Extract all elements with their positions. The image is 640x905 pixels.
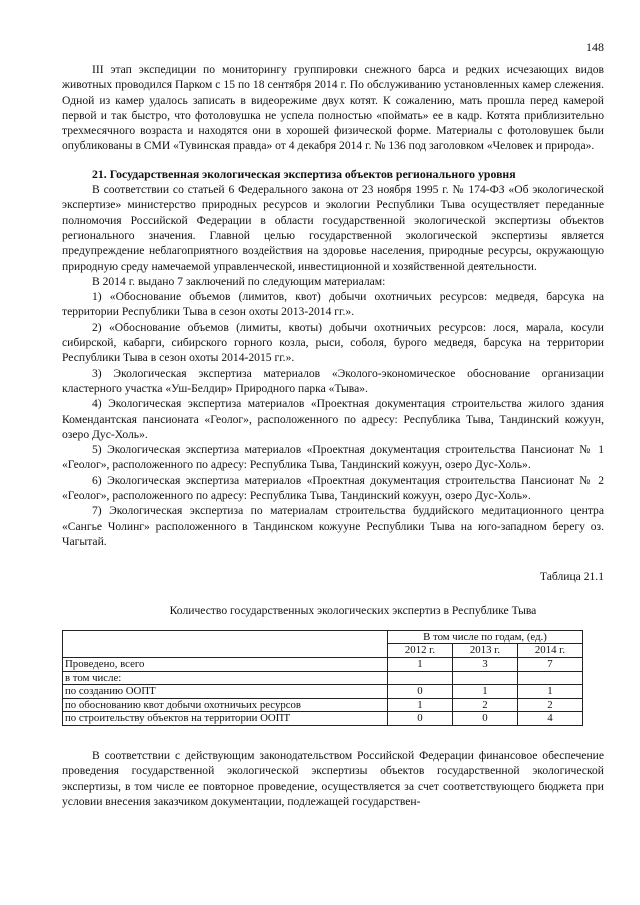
expertise-table: [62, 630, 583, 726]
list-item-4: 4) Экологическая экспертиза материалов «Проектная документация строительства жилого здания Комендантская пансионата «Геолог», расположенного по адресу: Республика Тыва, Тандинский кожуун, озеро Дус-Холь».: [62, 397, 604, 441]
table-row: [63, 685, 583, 699]
table-corner-cell: [63, 630, 388, 657]
table-cell: 7: [518, 657, 583, 671]
table-cell: 0: [388, 712, 453, 726]
table-row: [63, 657, 583, 671]
table-cell: 0: [388, 685, 453, 699]
table-cell: 2: [518, 698, 583, 712]
section-heading: 21. Государственная экологическая экспертиза объектов регионального уровня: [92, 166, 516, 181]
year-header: 2013 г.: [453, 644, 518, 658]
table-cell: 1: [453, 685, 518, 699]
table-cell: 4: [518, 712, 583, 726]
table-row: [63, 712, 583, 726]
table-row: [63, 671, 583, 685]
year-header: 2014 г.: [518, 644, 583, 658]
paragraph-conclusions-intro: В 2014 г. выдано 7 заключений по следующим материалам:: [92, 274, 386, 288]
table-cell: [388, 671, 453, 685]
row-label: Проведено, всего: [63, 657, 388, 671]
list-item-5: 5) Экологическая экспертиза материалов «Проектная документация строительства Пансионат № 1 «Геолог», расположенного по адресу: Республика Тыва, Тандинский кожуун, озеро Дус-Холь».: [62, 443, 604, 472]
table-group-header: В том числе по годам, (ед.): [388, 630, 583, 644]
list-item-6: 6) Экологическая экспертиза материалов «Проектная документация строительства Пансионат № 2 «Геолог», расположенного по адресу: Республика Тыва, Тандинский кожуун, озеро Дус-Холь».: [62, 473, 604, 503]
table-cell: 2: [453, 698, 518, 712]
list-item-2: 2) «Обоснование объемов (лимиты, квоты) добычи охотничьих ресурсов: лося, марала, косули сибирской, кабарги, сибирского горного козла, рыси, соболя, бурого медведя, барсука на территории Республики Тыва в сезон охоты 2014-2015 гг.».: [62, 320, 604, 365]
list-item-1: 1) «Обоснование объемов (лимитов, квот) добычи охотничьих ресурсов: медведя, барсука на территории Республики Тыва в сезон охоты 2013-2014 гг.».: [62, 290, 604, 319]
table-cell: 3: [453, 657, 518, 671]
table-cell: 1: [388, 698, 453, 712]
table-cell: [453, 671, 518, 685]
intro-paragraph: III этап экспедиции по мониторингу группировки снежного барса и редких исчезающих видов животных проводился Парком с 15 по 18 сентября 2014 г. По обслуживанию установленных камер слежения. Одной из камер удалось записать в видеорежиме двух котят. К сожалению, мать прошла перед камерой первой и так быстро, что фотоловушка не успела полностью «поймать» ее в кадр. Котята приблизительно трехмесячного возраста и находятся они в хорошей физической форме. Материалы с фотоловушек были опубликованы в СМИ «Тувинская правда» от 4 декабря 2014 г. № 136 под заголовком «Человек и природа».: [62, 63, 604, 153]
closing-paragraph: В соответствии с действующим законодательством Российской Федерации финансовое обеспечение проведения государственной экологической экспертизы объектов государственной экологической экспертизы, в том числе ее повторное проведение, осуществляется за счет соответствующего бюджета при условии внесения заказчиком документации, подлежащей государствен-: [62, 748, 604, 808]
table-cell: 0: [453, 712, 518, 726]
table-row: [63, 698, 583, 712]
row-label: по строительству объектов на территории ООПТ: [63, 712, 388, 726]
table-header-row: [63, 630, 583, 644]
table-cell: 1: [388, 657, 453, 671]
table-cell: 1: [518, 685, 583, 699]
table-caption: Количество государственных экологических экспертиз в Республике Тыва: [169, 603, 537, 617]
section-body: [62, 182, 604, 549]
table-cell: [518, 671, 583, 685]
year-header: 2012 г.: [388, 644, 453, 658]
page-number: 148: [586, 40, 604, 54]
paragraph-law: В соответствии со статьей 6 Федерального закона от 23 ноября 1995 г. № 174-ФЗ «Об экологической экспертизе» министерство природных ресурсов и экологии Республики Тыва осуществляет переданные полномочия Российской Федерации в области государственной экологической экспертизы объектов регионального значения. Главной целью государственной экологической экспертизы является предупреждение неблагоприятного воздействия на здоровье населения, природные ресурсы, окружающую природную среду намечаемой управленческой, инвестиционной и хозяйственной деятельности.: [62, 183, 604, 273]
list-item-7: 7) Экологическая экспертиза по материалам строительства буддийского медитационного центра «Сангье Чолинг» расположенного в Тандинском кожууне Республики Тыва на юго-западном берегу оз. Чагытай.: [62, 504, 604, 548]
table-label: Таблица 21.1: [539, 570, 604, 584]
list-item-3: 3) Экологическая экспертиза материалов «Эколого-экономическое обоснование организации кластерного участка «Уш-Белдир» Природного парка «Тыва».: [62, 366, 604, 395]
row-label: в том числе:: [63, 671, 388, 685]
row-label: по обоснованию квот добычи охотничьих ресурсов: [63, 698, 388, 712]
row-label: по созданию ООПТ: [63, 685, 388, 699]
